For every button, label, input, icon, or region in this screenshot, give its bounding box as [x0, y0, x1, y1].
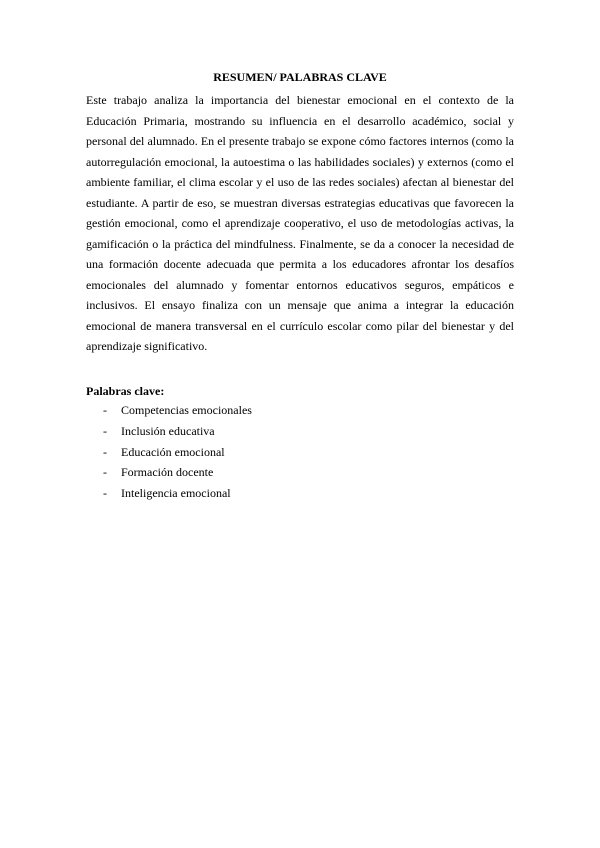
- keywords-list: [86, 403, 514, 507]
- list-dash-marker: -: [103, 444, 107, 459]
- keyword-label: Inclusión educativa: [121, 423, 215, 438]
- keyword-item: [86, 445, 514, 466]
- list-dash-marker: -: [103, 423, 107, 438]
- keyword-item: [86, 486, 514, 507]
- keyword-label: Formación docente: [121, 465, 214, 480]
- keyword-item: [86, 465, 514, 486]
- keyword-item: [86, 424, 514, 445]
- keyword-item: [86, 403, 514, 424]
- keyword-label: Competencias emocionales: [121, 403, 252, 417]
- keyword-label: Inteligencia emocional: [121, 486, 231, 501]
- abstract-paragraph: Este trabajo analiza la importancia del bienestar emocional en el contexto de la Educación Primaria, mostrando su influencia en el desarrollo académico, social y personal del alumnado. En el presente trabajo se expone cómo factores internos (como la autorregulación emocional, la autoestima o las habilidades sociales) y externos (como el ambiente familiar, el clima escolar y el uso de las redes sociales) afectan al bienestar del estudiante. A partir de eso, se muestran diversas estrategias educativas que favorecen la gestión emocional, como el aprendizaje cooperativo, el uso de metodologías activas, la gamificación o la práctica del mindfulness. Finalmente, se da a conocer la necesidad de una formación docente adecuada que permita a los educadores afrontar los desafíos emocionales del alumnado y fomentar entornos educativos seguros, empáticos e inclusivos. El ensayo finaliza con un mensaje que anima a integrar la educación emocional de manera transversal en el currículo escolar como pilar del bienestar y del aprendizaje significativo.: [86, 93, 514, 353]
- list-dash-marker: -: [103, 486, 107, 501]
- keywords-heading: Palabras clave:: [86, 384, 165, 398]
- list-dash-marker: -: [103, 465, 107, 480]
- keyword-label: Educación emocional: [121, 444, 225, 459]
- document-title: RESUMEN/ PALABRAS CLAVE: [213, 70, 387, 84]
- list-dash-marker: -: [103, 403, 107, 417]
